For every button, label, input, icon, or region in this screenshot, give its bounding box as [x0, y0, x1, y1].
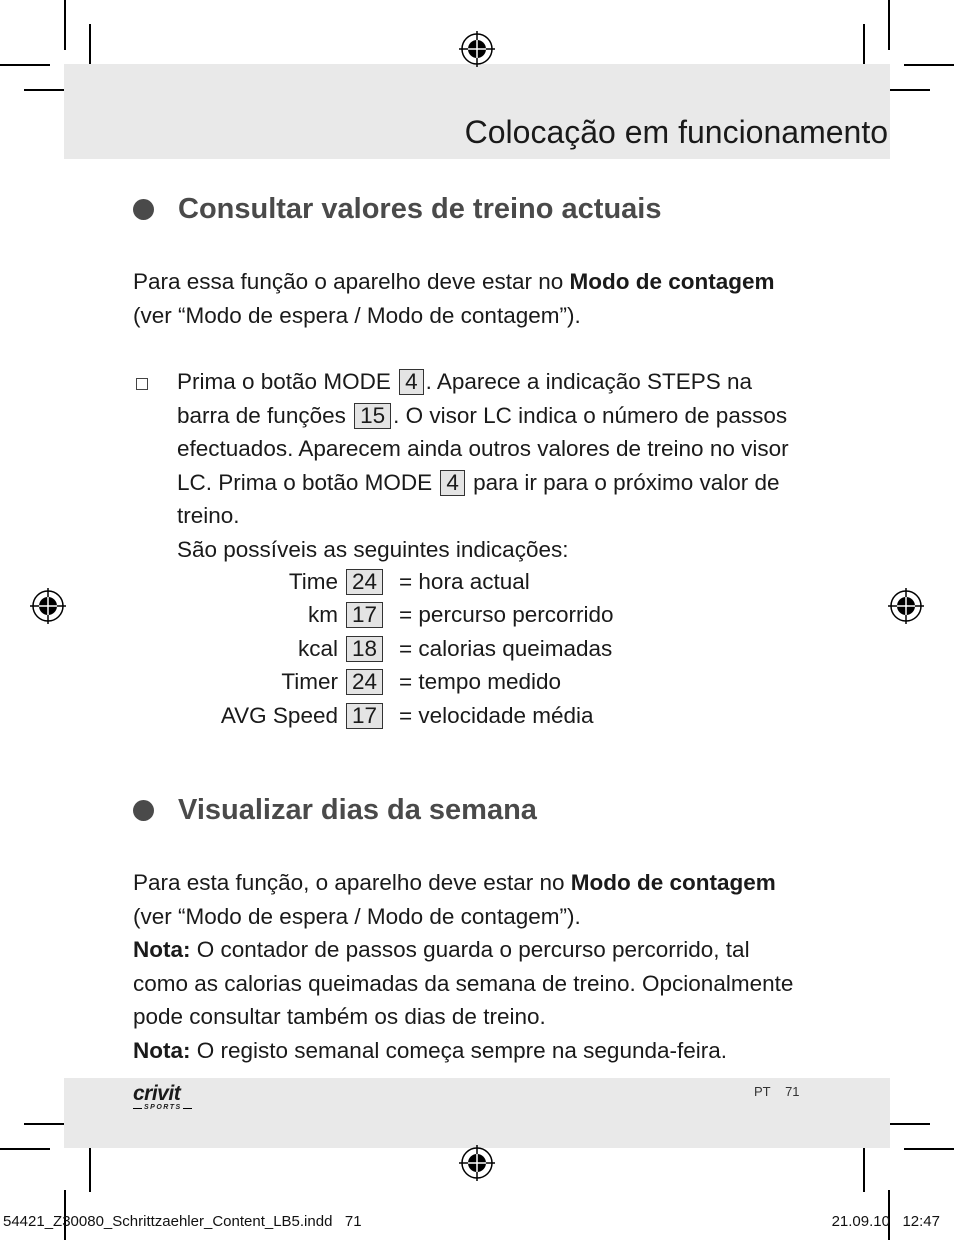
language-code: PT: [754, 1084, 771, 1099]
note-line: [133, 933, 793, 967]
checkbox-bullet-icon: [136, 378, 148, 390]
crop-mark: [0, 1148, 50, 1150]
intro-paragraph: [133, 265, 775, 332]
indication-row: [170, 632, 614, 666]
section-heading: [133, 193, 661, 226]
brand-sub: [133, 1104, 192, 1112]
section-heading: [133, 794, 537, 827]
page-title: Colocação em funcionamento: [464, 114, 888, 150]
ref-number-box: 4: [440, 470, 465, 496]
indication-row: [170, 599, 614, 633]
brand-rule: [183, 1108, 192, 1109]
intro-text: Para essa função o aparelho deve estar no: [133, 269, 570, 294]
ref-number-box: 4: [399, 369, 424, 395]
note-line: como as calorias queimadas da semana de treino. Opcionalmente: [133, 970, 794, 996]
note-text: O registo semanal começa sempre na segunda-feira.: [190, 1037, 728, 1063]
indication-label: Timer: [281, 669, 338, 695]
step-line: [177, 365, 789, 399]
intro-line: [133, 265, 775, 299]
slug-datetime: 21.09.10 12:47: [831, 1213, 940, 1230]
intro-bold-text: Modo de contagem: [570, 870, 776, 895]
section-heading-text: Visualizar dias da semana: [178, 794, 537, 826]
ref-number-box: 24: [346, 569, 383, 595]
section2-paragraph: [133, 866, 793, 1067]
indication-row: [170, 565, 614, 599]
note-line: [133, 1034, 793, 1068]
intro-line: (ver “Modo de espera / Modo de contagem”).: [133, 903, 581, 929]
brand-logo: [133, 1084, 192, 1112]
step-line: efectuados. Aparecem ainda outros valores de treino no visor: [177, 436, 789, 461]
ref-number-box: 17: [346, 602, 383, 628]
note-label: Nota:: [133, 937, 191, 962]
step-text: . O visor LC indica o número de passos: [393, 402, 788, 428]
intro-line: (ver “Modo de espera / Modo de contagem”).: [133, 302, 581, 328]
bullet-dot-icon: [133, 199, 154, 220]
intro-line: [133, 866, 793, 900]
registration-mark-icon: [30, 588, 66, 624]
ref-number-box: 18: [346, 636, 383, 662]
note-text: O contador de passos guarda o percurso percorrido, tal: [190, 937, 750, 962]
step-text: . Aparece a indicação STEPS na: [425, 369, 753, 394]
section-heading-text: Consultar valores de treino actuais: [178, 193, 662, 225]
indication-row: [170, 699, 614, 733]
registration-mark-icon: [459, 1145, 495, 1181]
step-text: LC. Prima o botão MODE: [177, 469, 439, 495]
intro-bold-text: Modo de contagem: [569, 269, 775, 294]
indication-label: AVG Speed: [220, 702, 338, 728]
note-line: pode consultar também os dias de treino.: [133, 1004, 546, 1029]
crop-mark: [888, 0, 890, 50]
crop-mark: [89, 1142, 91, 1192]
intro-text: Para esta função, o aparelho deve estar no: [133, 870, 571, 895]
brand-name: crivit: [133, 1082, 181, 1105]
indication-table: [170, 565, 614, 733]
indication-row: [170, 666, 614, 700]
step-paragraph: [177, 365, 789, 566]
crop-mark: [904, 1148, 954, 1150]
step-text: barra de funções: [177, 402, 353, 428]
note-label: Nota:: [133, 1037, 191, 1063]
step-text: Prima o botão MODE: [177, 369, 398, 394]
step-line: [177, 466, 789, 500]
indication-desc: = percurso percorrido: [399, 602, 614, 628]
step-text: para ir para o próximo valor de: [466, 469, 780, 495]
indication-desc: = velocidade média: [399, 702, 594, 728]
page-number: 71: [785, 1084, 800, 1099]
registration-mark-icon: [888, 588, 924, 624]
brand-sub-text: SPORTS: [144, 1104, 182, 1111]
indication-desc: = tempo medido: [399, 669, 562, 695]
ref-number-box: 24: [346, 669, 383, 695]
page-number-info: [754, 1084, 800, 1099]
brand-rule: [133, 1108, 142, 1109]
ref-number-box: 17: [346, 703, 383, 729]
bullet-dot-icon: [133, 800, 154, 821]
indication-desc: = calorias queimadas: [399, 635, 613, 661]
registration-mark-icon: [459, 31, 495, 67]
step-line: treino.: [177, 503, 240, 528]
crop-mark: [904, 64, 954, 66]
indication-label: kcal: [297, 635, 338, 661]
crop-mark: [863, 1142, 865, 1192]
indication-label: km: [308, 602, 338, 628]
crop-mark: [64, 0, 66, 50]
step-line: São possíveis as seguintes indicações:: [177, 536, 569, 562]
step-line: [177, 399, 789, 433]
crop-mark: [0, 64, 50, 66]
ref-number-box: 15: [354, 403, 391, 429]
indication-label: Time: [288, 568, 338, 594]
slug-filename: 54421_Z30080_Schrittzaehler_Content_LB5.indd 71: [3, 1213, 362, 1230]
indication-desc: = hora actual: [399, 568, 530, 594]
